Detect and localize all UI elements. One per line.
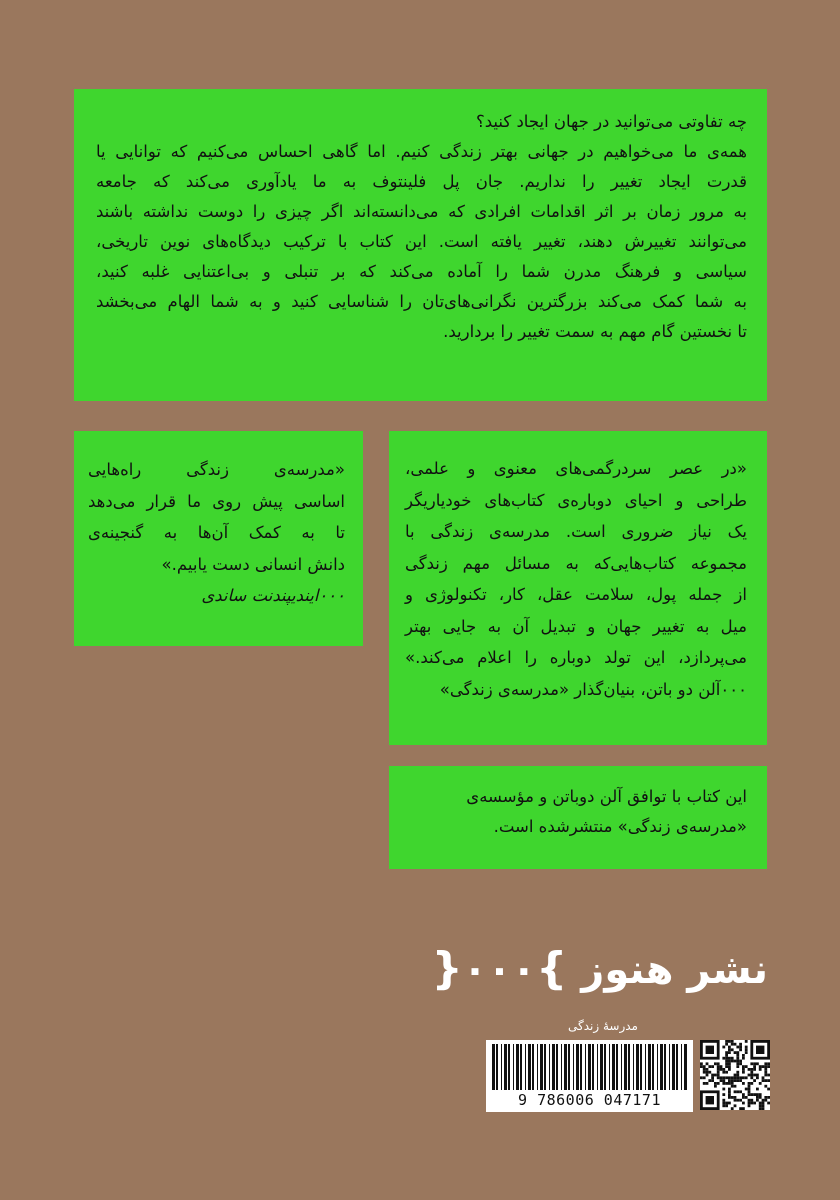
quote-line: «مدرسه‌ی زندگی راه‌هایی bbox=[88, 460, 345, 479]
quote-line: طراحی و احیای دوباره‌ی کتاب‌های خودیاریگر bbox=[405, 490, 747, 510]
quote-line: یک نیاز ضروری است. مدرسه‌ی زندگی با bbox=[405, 522, 747, 541]
description-line: چه تفاوتی می‌توانید در جهان ایجاد کنید؟ bbox=[475, 112, 747, 131]
description-line: همه‌ی ما می‌خواهیم در جهانی بهتر زندگی کنیم. اما گاهی احساس می‌کنیم که توانایی یا bbox=[96, 142, 747, 161]
quote-line: دانش انسانی دست یابیم.» bbox=[161, 554, 345, 574]
description-line: سیاسی و فرهنگ مدرن شما را آماده می‌کند که بر تنبلی و بی‌اعتنایی غلبه کنید، bbox=[96, 262, 747, 281]
brace-close-icon: { bbox=[431, 943, 463, 994]
quote-line: مجموعه کتاب‌هایی‌که به مسائل مهم زندگی bbox=[405, 553, 747, 573]
publisher-logo bbox=[431, 945, 768, 994]
description-line: به مرور زمان بر اثر اقدامات افرادی که می‌دانسته‌اند اگر چیزی را دوست نداشته باشند bbox=[96, 202, 747, 221]
quote-box-independent bbox=[74, 431, 363, 646]
brace-open-icon: } bbox=[536, 943, 568, 994]
description-box bbox=[74, 89, 767, 401]
rights-line: «مدرسه‌ی زندگی» منتشرشده است. bbox=[493, 817, 747, 836]
quote-line: میل به تغییر جهان و تبدیل آن به جایی بهتر bbox=[405, 616, 747, 636]
quote-line: تا به کمک آن‌ها به گنجینه‌ی bbox=[88, 523, 345, 542]
qr-code-icon bbox=[700, 1040, 770, 1110]
description-line: تا نخستین گام مهم به سمت تغییر را بردارید. bbox=[443, 322, 747, 341]
publisher-symbol: ۰۰۰ bbox=[462, 947, 537, 993]
quote-line: می‌پردازد، این تولد دوباره را اعلام می‌کند.» bbox=[405, 648, 747, 667]
quote-line: اساسی پیش روی ما قرار می‌دهد bbox=[88, 491, 345, 511]
publisher-name: نشر هنوز bbox=[581, 947, 768, 993]
quote-line: از جمله پول، سلامت عقل، کار، تکنولوژی و bbox=[405, 585, 747, 604]
quote-line: «در عصر سردرگمی‌های معنوی و علمی، bbox=[405, 459, 747, 478]
description-line: به شما کمک می‌کند بزرگترین نگرانی‌های‌تان را شناسایی کنید و به شما الهام می‌بخشد bbox=[96, 292, 747, 311]
quote-box-de-botton bbox=[389, 431, 767, 745]
rights-note-box bbox=[389, 766, 767, 869]
rights-line: این کتاب با توافق آلن دوباتن و مؤسسه‌ی bbox=[466, 787, 747, 806]
barcode-bars bbox=[486, 1040, 693, 1092]
series-label: مدرسهٔ زندگی bbox=[568, 1019, 638, 1033]
description-line: قدرت ایجاد تغییر را نداریم. جان پل فلینتوف به ما یادآوری می‌کند که جامعه bbox=[96, 172, 747, 191]
description-line: می‌توانند تغییرش دهند، تغییر یافته است. این کتاب با ترکیب دیدگاه‌های نوین تاریخی، bbox=[96, 232, 747, 251]
quote-attribution: ۰۰۰آلن دو باتن، بنیان‌گذار «مدرسه‌ی زندگی» bbox=[439, 679, 747, 699]
isbn-barcode bbox=[486, 1040, 693, 1112]
quote-attribution: ۰۰۰ایندیپندنت ساندی bbox=[201, 586, 345, 605]
isbn-number: 9 786006 047171 bbox=[518, 1091, 661, 1109]
